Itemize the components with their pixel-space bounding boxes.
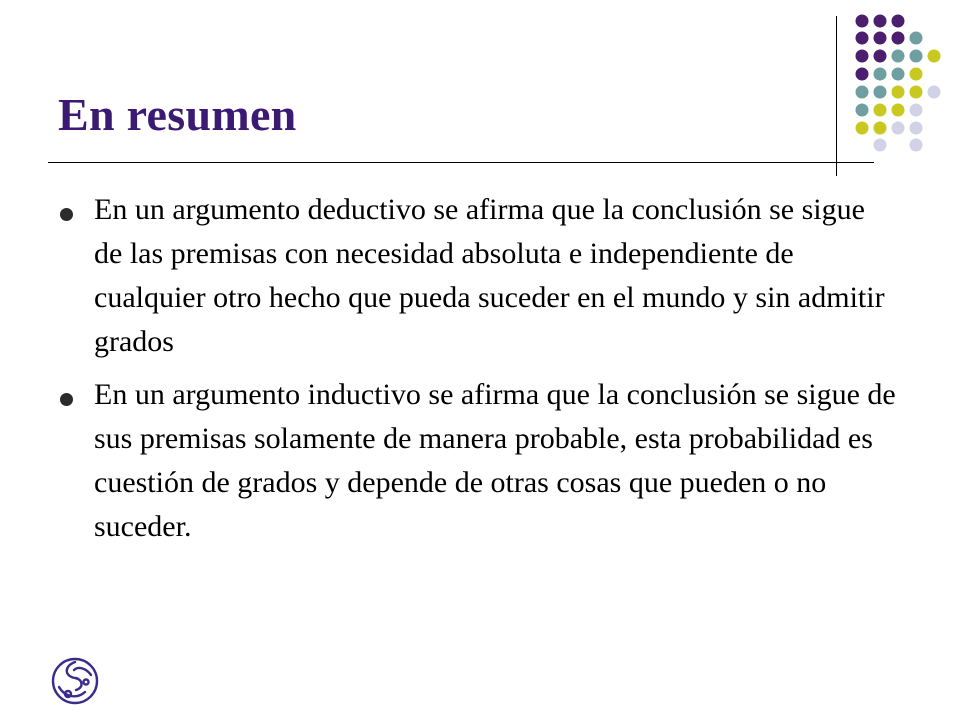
- decorative-dot-grid: [0, 0, 960, 180]
- bullet-text: En un argumento inductivo se afirma que la conclusión se sigue de sus premisas solamente de manera probable, esta probabilidad es cuestión de grados y depende de otras cosas que pueden o no suceder.: [94, 378, 896, 543]
- decorative-dot: [856, 104, 869, 117]
- decorative-dot: [928, 50, 941, 63]
- decorative-dot: [892, 50, 905, 63]
- bullet-dot-icon: [60, 393, 73, 406]
- decorative-dot: [910, 68, 923, 81]
- decorative-dot: [892, 15, 905, 28]
- decorative-dot: [910, 50, 923, 63]
- decorative-dot: [928, 86, 941, 99]
- decorative-dot: [856, 15, 869, 28]
- decorative-dot: [910, 139, 923, 152]
- decorative-dot: [892, 104, 905, 117]
- swirl-emblem-icon: [50, 656, 100, 706]
- decorative-dot: [910, 32, 923, 45]
- decorative-dot: [874, 32, 887, 45]
- decorative-dot: [910, 122, 923, 135]
- decorative-dot: [856, 50, 869, 63]
- decorative-dot: [874, 15, 887, 28]
- decorative-dot: [856, 86, 869, 99]
- decorative-dot: [874, 50, 887, 63]
- bullet-dot-icon: [60, 208, 73, 221]
- bullet-text: En un argumento deductivo se afirma que la conclusión se sigue de las premisas con necesidad absoluta e independiente de cualquier otro hecho que pueda suceder en el mundo y sin admitir grados: [94, 193, 885, 358]
- decorative-dot: [892, 68, 905, 81]
- decorative-dot: [892, 32, 905, 45]
- decorative-dot: [856, 32, 869, 45]
- decorative-dot: [874, 139, 887, 152]
- decorative-dot: [874, 122, 887, 135]
- bullet-item: [60, 373, 900, 549]
- slide-title: En resumen: [58, 89, 297, 140]
- bullet-list: [60, 188, 900, 558]
- decorative-dot: [910, 104, 923, 117]
- decorative-dot: [874, 68, 887, 81]
- decorative-dot: [892, 122, 905, 135]
- decorative-dot: [856, 122, 869, 135]
- decorative-dot: [874, 104, 887, 117]
- decorative-dot: [892, 86, 905, 99]
- decorative-dot: [856, 68, 869, 81]
- bullet-item: [60, 188, 900, 364]
- decorative-dot: [910, 86, 923, 99]
- decorative-dot: [874, 86, 887, 99]
